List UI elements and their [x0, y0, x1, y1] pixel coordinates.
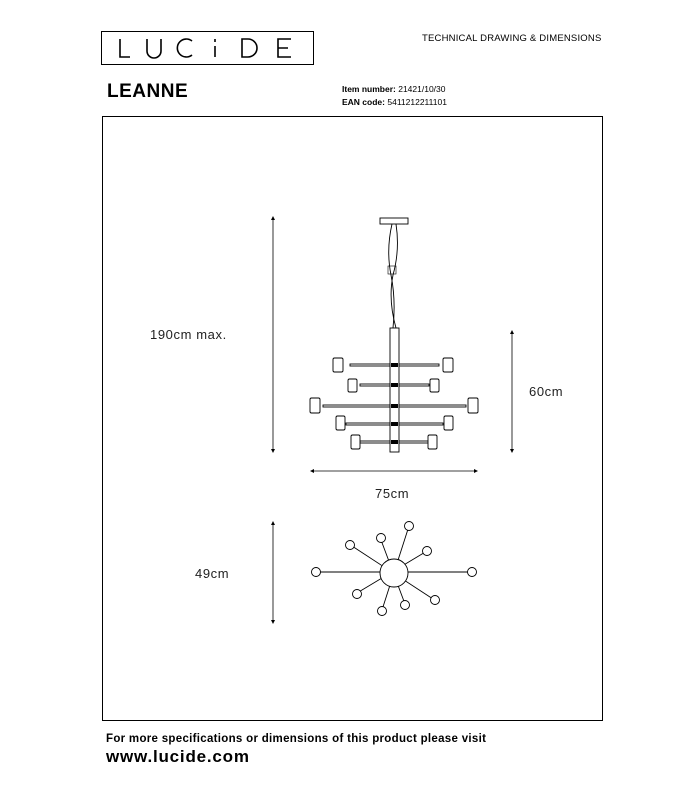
- item-number-row: [342, 83, 447, 96]
- footer-info-text: For more specifications or dimensions of this product please visit: [106, 733, 487, 745]
- ean-row: [342, 96, 447, 109]
- product-meta: [342, 83, 447, 109]
- central-stem: [390, 328, 399, 452]
- dim-label-body-height: 60cm: [529, 384, 564, 399]
- footer-url-link[interactable]: www.lucide.com: [106, 747, 250, 766]
- center-hub: [380, 559, 408, 587]
- lamp-side-view: [310, 218, 478, 452]
- logo-lettering-icon: [102, 32, 315, 66]
- product-name: LEANNE: [107, 81, 189, 102]
- item-number-value: 21421/10/30: [398, 84, 446, 94]
- ean-value: 5411212211101: [387, 97, 447, 107]
- suspension-cable: [389, 224, 394, 328]
- dim-label-width: 75cm: [375, 486, 410, 501]
- technical-drawing: [102, 116, 603, 721]
- item-number-label: Item number:: [342, 84, 396, 94]
- document-type: TECHNICAL DRAWING & DIMENSIONS: [422, 33, 602, 44]
- dim-label-depth: 49cm: [195, 566, 230, 581]
- ean-label: EAN code:: [342, 97, 385, 107]
- canopy: [380, 218, 408, 224]
- dim-label-max-height: 190cm max.: [150, 327, 227, 342]
- brand-logo: [101, 31, 314, 65]
- lamp-top-view: [312, 522, 477, 616]
